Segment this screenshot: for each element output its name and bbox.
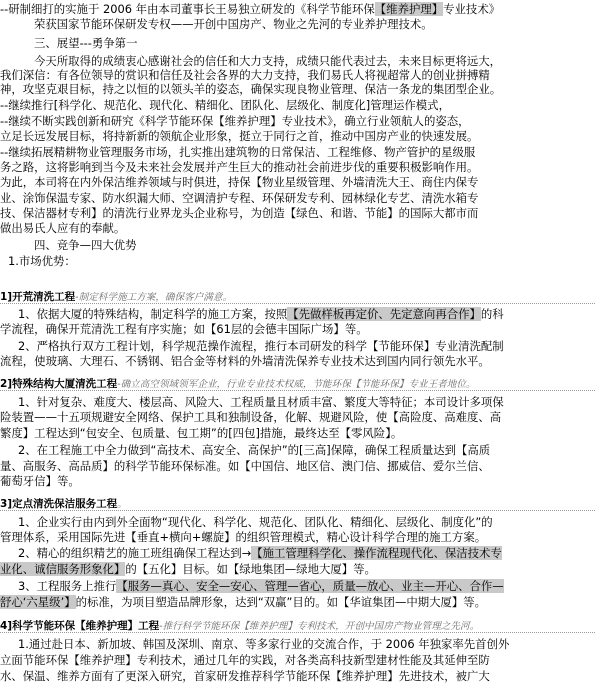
section-3-item: 立足长远发展目标，将持新新的领航企业形象，挺立于同行之首，推动中国房产业的快速发展。 (0, 129, 479, 143)
section-3-item: --继续拓展精耕物业管理服务市场，扎实推出建筑物的日常保洁、工程维修、物产管护的星级服 (0, 145, 476, 159)
block-2-para-line: 2、在工程施工中全力做到“高技术、高安全、高保护”的[三高]保障，确保工程质量达到【高质 (18, 443, 491, 457)
section-3-heading: 三、展望---勇争第一 (34, 36, 138, 50)
block-1-title: 1]开荒清洗工程-制定科学施工方案，确保客户满意。 (0, 291, 233, 303)
block-3-title: 3]定点清洗保洁服务工程。 (0, 498, 127, 510)
section-3-item: --继续推行[科学化、规范化、现代化、精细化、团队化、层级化、制度化]管理运作模式， (0, 98, 450, 112)
block-3-para-line: 业化、诚信服务形象化】的【五化】目标。如【绿地集团—绿地大厦】等。 (0, 562, 376, 576)
block-4-para-line: 立面节能环保【维养护理】专利技术，通过几年的实践，对各类高科技新型建材性能及其延伸至防 (0, 653, 490, 667)
section-3-item: 技、保洁器材专利】的清洗行业界龙头企业称号，为创造【绿色、和谐、节能】的国际大都市而 (0, 206, 479, 220)
section-4-subheading: 1.市场优势： (8, 254, 76, 268)
block-1-para-line: 流程，使玻璃、大理石、不锈钢、铝合金等材料的外墙清洗保养专业技术达到国内同行领先水平。 (0, 354, 490, 368)
block-3-para-line: 管理体系，采用国际先进【垂直+横向+螺旋】的组织管理模式，精心设计科学合理的施工方案。 (0, 530, 487, 544)
section-3-item: 为此，本司将在内外保洁维养领域与时俱进，持保【物业星级管理、外墙清洗大王、商住内保专 (0, 175, 479, 189)
block-1-para-line: 学流程，确保开荒清洗工程有序实施；如【61层的会德丰国际广场】等。 (0, 322, 368, 336)
section-3-item: --继续不断实践创新和研究《科学节能环保【维养护理】专业技术》，确立行业领航人的姿态， (0, 114, 470, 128)
block-3-rule (0, 510, 595, 511)
block-2-para-line: 量、高服务、高品质】的科学节能环保标准。如【中国信、地区信、澳门信、挪威信、爱尔兰信、 (0, 459, 490, 473)
section-3-para-line: 今天所取得的成绩衷心感谢社会的信任和大力支持，成绩只能代表过去，未来目标更将远大， (34, 54, 502, 68)
section-3-item: 业、涂饰保温专家、防水织漏大师、空调清护专程、环保研发专利、园林绿化专艺、清洗水箱专 (0, 191, 479, 205)
intro-line-2: 荣获国家节能环保研发专权——开创中国房产、物业之先河的专业养护理技术。 (34, 17, 433, 31)
block-4-title: 4]科学节能环保【维养护理】工程-推行科学节能环保【维养护理】专利技术，开创中国房产物业管理之先河。 (0, 620, 480, 632)
section-3-para-line: 神，攻坚克艰目标，持之以恒的以领头羊的姿态，确保实现良物业管理、保洁一条龙的集团型企业。 (0, 82, 502, 96)
block-1-para-line: 1、依据大厦的特殊结构，制定科学的施工方案，按照【先做样板再定价、先定意向再合作】的科 (18, 307, 504, 321)
block-2-title: 2]特殊结构大厦清洗工程-确立高空领域领军企业，行业专业技术权威，节能环保【节能环保】专业王者地位。 (0, 378, 476, 390)
block-4-para-line: 1.通过赴日本、新加坡、韩国及深圳、南京、等多家行业的交流合作，于 2006 年独家率先首创外 (18, 637, 510, 651)
block-1-para-line: 2、严格执行双方工程计划，科学规范操作流程，推行本司研发的科学【节能环保】专业清洗配制 (18, 339, 504, 353)
section-3-item: 务之路，这将影响到当今及未来社会发展并产生巨大的推动社会前进步伐的重要积极影响作用。 (0, 160, 479, 174)
block-2-para-line: 1、针对复杂、难度大、楼层高、风险大、工程质量且材质丰富、繁度大等特征；本司设计多项保 (18, 395, 504, 409)
section-3-item: 做出易氏人应有的奉献。 (0, 221, 126, 235)
block-4-rule (0, 632, 595, 633)
section-3-para-line: 我们深信：有各位领导的赏识和信任及社会各界的大力支持，我们易氏人将视超常人的创业拼搏精 (0, 68, 490, 82)
block-2-rule (0, 390, 595, 391)
intro-line-1: --研制细打的实施于 2006 年由本司董事长王易独立研发的《科学节能环保【维养护理】专业技术》 (0, 2, 501, 16)
block-3-para-line: 1、企业实行由内到外全面物“现代化、科学化、规范化、团队化、精细化、层级化、制度化”的 (18, 515, 493, 529)
block-2-para-line: 繁度】工程达到“包安全、包质量、包工期”的[四包]措施，最终达至【零风险】。 (0, 426, 403, 440)
section-4-heading: 四、竞争—四大优势 (34, 238, 137, 252)
block-3-para-line: 舒心‘六星级’】的标准，为项目塑造品牌形象，达到“双赢”目的。如【华谊集团—中期大厦】等。 (0, 595, 487, 609)
block-3-para-line: 2、精心的组织精艺的施工班组确保工程达到→【施工管理科学化、操作流程现代化、保洁技术专 (18, 546, 502, 560)
block-1-rule (0, 303, 595, 304)
block-3-para-line: 3、工程服务上推行【服务—真心、安全—安心、管理—省心，质量—放心、业主—开心、合作— (18, 579, 504, 593)
block-2-para-line: 险装置——十五项规避安全网络、保护工具和独制设备，化解、规避风险，使【高险度、高难度、高 (0, 410, 502, 424)
block-2-para-line: 葡萄牙信】等。 (0, 474, 80, 488)
block-4-para-line: 水、保温、维养方面有了更深入研究，首家研发推荐科学节能环保【维养护理】先进技术，被广大 (0, 669, 490, 683)
